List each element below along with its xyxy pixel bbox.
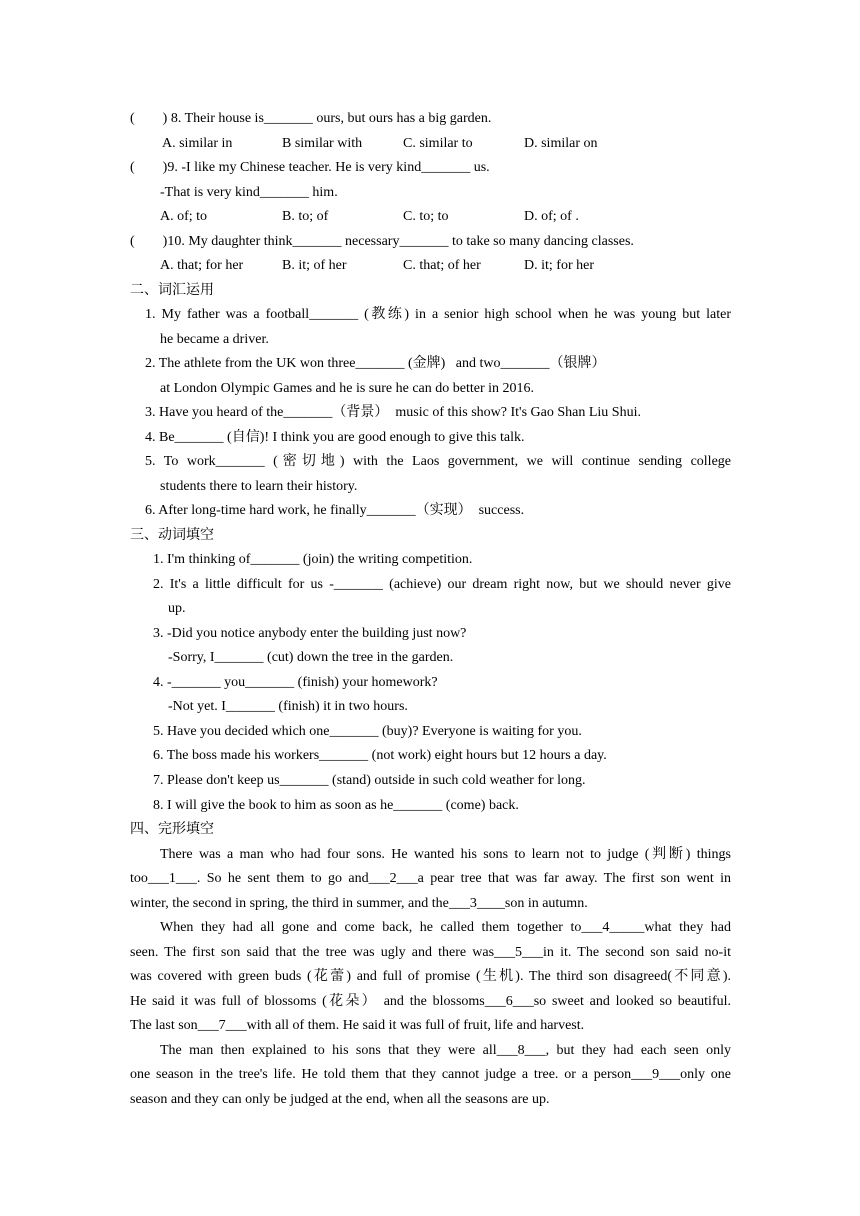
vocab-line: 2. The athlete from the UK won three_______ (金牌) and two_______（银牌） <box>145 356 606 371</box>
cloze-line: winter, the second in spring, the third in summer, and the___3____son in autumn. <box>130 896 588 911</box>
verb-line: 2. It's a little difficult for us -_______ (achieve) our dream right now, but we should never give <box>153 577 731 592</box>
q8-option-c: C. similar to <box>403 136 473 151</box>
cloze-line: too___1___. So he sent them to go and___2___a pear tree that was far away. The first son went in <box>130 871 731 886</box>
q10-option-a: A. that; for her <box>160 258 244 273</box>
verb-line: 3. -Did you notice anybody enter the building just now? <box>153 626 467 641</box>
question-9: ( )9. -I like my Chinese teacher. He is very kind_______ us. <box>130 160 490 175</box>
q9-option-c: C. to; to <box>403 209 449 224</box>
verb-line: 1. I'm thinking of_______ (join) the writing competition. <box>153 552 473 567</box>
vocab-line: at London Olympic Games and he is sure he can do better in 2016. <box>160 381 535 396</box>
q9-option-d: D. of; of . <box>524 209 579 224</box>
verb-line: 6. The boss made his workers_______ (not work) eight hours but 12 hours a day. <box>153 748 607 763</box>
question-10: ( )10. My daughter think_______ necessary_______ to take so many dancing classes. <box>130 234 634 249</box>
vocab-line: 6. After long-time hard work, he finally_______（实现） success. <box>145 503 525 518</box>
cloze-line: seen. The first son said that the tree was ugly and there was___5___in it. The second son said no-it <box>130 945 731 960</box>
cloze-line: season and they can only be judged at the end, when all the seasons are up. <box>130 1092 550 1107</box>
verb-line: up. <box>168 601 186 616</box>
verb-line: 7. Please don't keep us_______ (stand) outside in such cold weather for long. <box>153 773 586 788</box>
q10-option-b: B. it; of her <box>282 258 347 273</box>
cloze-line: He said it was full of blossoms (花朵） and the blossoms___6___so sweet and looked so beautiful. <box>130 994 731 1009</box>
q10-option-c: C. that; of her <box>403 258 481 273</box>
section-heading-cloze: 四、完形填空 <box>130 822 214 837</box>
vocab-line: 1. My father was a football_______ (教练) in a senior high school when he was young but later <box>145 307 731 322</box>
q8-option-d: D. similar on <box>524 136 598 151</box>
verb-line: -Sorry, I_______ (cut) down the tree in the garden. <box>168 650 454 665</box>
verb-line: -Not yet. I_______ (finish) it in two hours. <box>168 699 408 714</box>
vocab-line: students there to learn their history. <box>160 479 358 494</box>
cloze-line: There was a man who had four sons. He wanted his sons to learn not to judge (判断) things <box>160 847 731 862</box>
section-heading-verbs: 三、动词填空 <box>130 528 214 543</box>
cloze-line: The last son___7___with all of them. He said it was full of fruit, life and harvest. <box>130 1018 585 1033</box>
verb-line: 5. Have you decided which one_______ (buy)? Everyone is waiting for you. <box>153 724 582 739</box>
cloze-line: When they had all gone and come back, he called them together to___4_____what they had <box>160 920 731 935</box>
question-9-line2: -That is very kind_______ him. <box>160 185 338 200</box>
q9-option-a: A. of; to <box>160 209 208 224</box>
verb-line: 4. -_______ you_______ (finish) your homework? <box>153 675 438 690</box>
q8-option-a: A. similar in <box>162 136 233 151</box>
verb-line: 8. I will give the book to him as soon as he_______ (come) back. <box>153 798 519 813</box>
q9-option-b: B. to; of <box>282 209 329 224</box>
q10-option-d: D. it; for her <box>524 258 594 273</box>
vocab-line: 4. Be_______ (自信)! I think you are good enough to give this talk. <box>145 430 525 445</box>
q8-option-b: B similar with <box>282 136 363 151</box>
cloze-line: The man then explained to his sons that they were all___8___, but they had each seen only <box>160 1043 731 1058</box>
vocab-line: he became a driver. <box>160 332 269 347</box>
vocab-line: 3. Have you heard of the_______（背景） music of this show? It's Gao Shan Liu Shui. <box>145 405 641 420</box>
section-heading-vocab: 二、词汇运用 <box>130 283 214 298</box>
cloze-line: one season in the tree's life. He told them that they cannot judge a tree. or a person___9___only one <box>130 1067 731 1082</box>
question-8: ( ) 8. Their house is_______ ours, but ours has a big garden. <box>130 111 492 126</box>
cloze-line: was covered with green buds (花蕾) and full of promise (生机). The third son disagreed(不同意). <box>130 969 731 984</box>
vocab-line: 5. To work_______ (密切地) with the Laos government, we will continue sending college <box>145 454 731 469</box>
